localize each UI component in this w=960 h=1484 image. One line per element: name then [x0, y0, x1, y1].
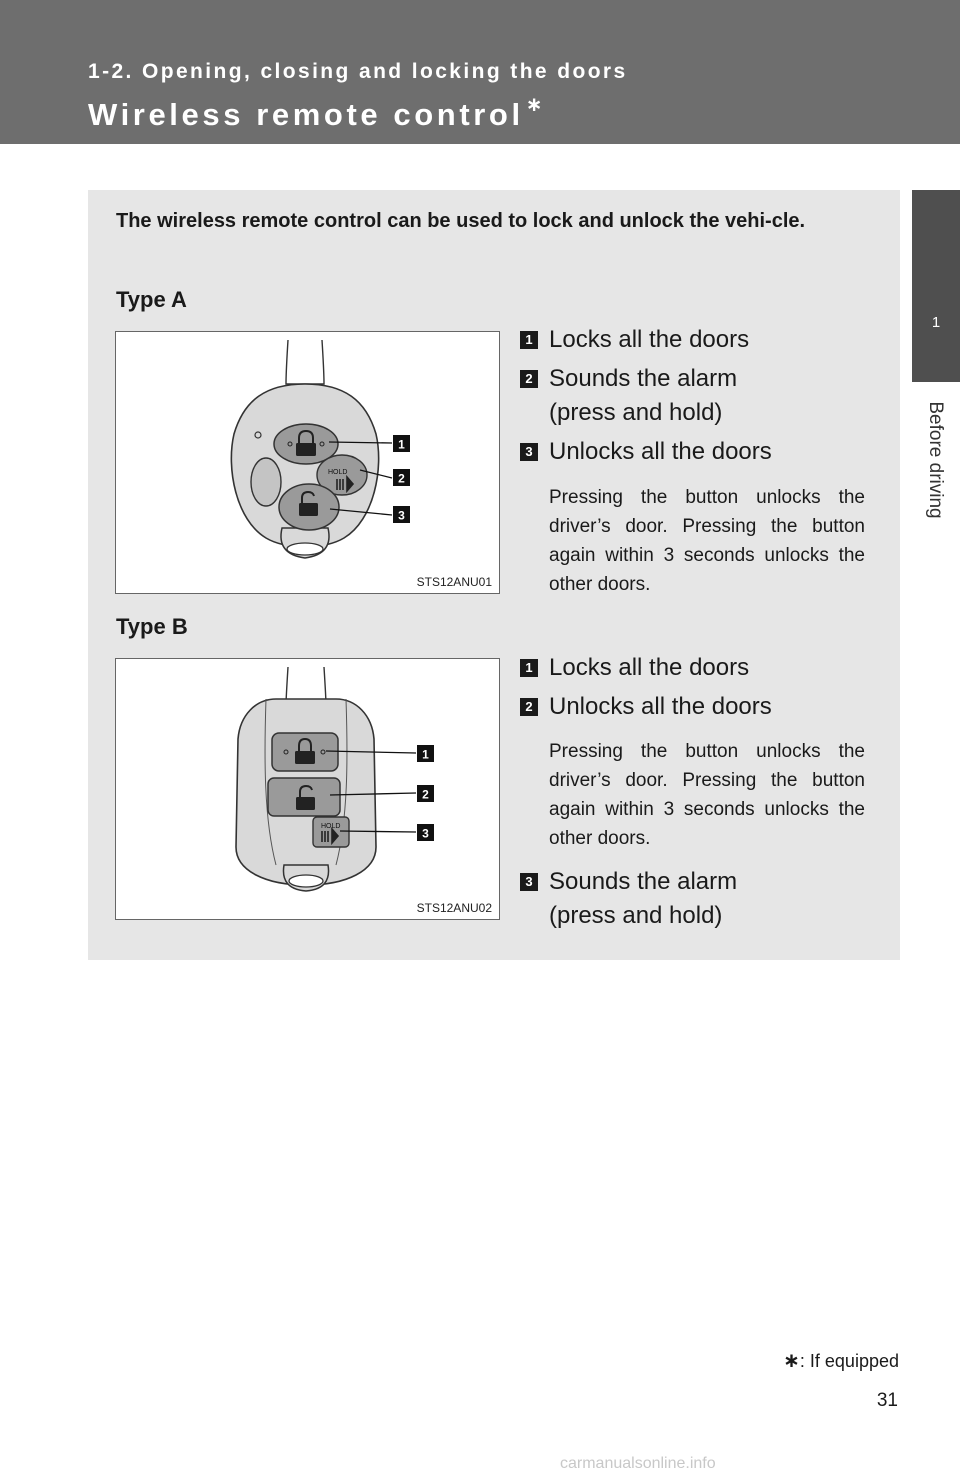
type-a-item-1: [520, 323, 868, 357]
type-a-item-2-label: Sounds the alarm: [549, 365, 738, 392]
type-b-key-illustration: [116, 659, 500, 920]
type-b-callout-1: 1: [422, 747, 429, 762]
section-title: 1-2. Opening, closing and locking the doors: [88, 60, 628, 83]
equipped-mark: ∗: [525, 94, 543, 116]
type-b-item-3-label-line2: (press and hold): [549, 902, 723, 929]
type-a-item-3: [520, 435, 868, 469]
type-b-heading: Type B: [116, 614, 188, 639]
type-b-item-1: [520, 651, 868, 685]
type-a-hold-text: HOLD: [328, 469, 348, 476]
type-b-item-3-label: Sounds the alarm: [549, 868, 738, 895]
type-a-item-2-label-line2: (press and hold): [549, 399, 723, 426]
type-b-item-1-number: 1: [520, 659, 538, 677]
type-a-figure-code: STS12ANU01: [416, 575, 492, 589]
type-a-item-2-number: 2: [520, 370, 538, 388]
type-b-item-2-number: 2: [520, 698, 538, 716]
type-a-item-3-number: 3: [520, 443, 538, 461]
page-title-text: Wireless remote control: [88, 97, 524, 132]
type-b-hold-text: HOLD: [321, 823, 341, 830]
type-a-callout-1: 1: [398, 437, 405, 452]
content-box: [88, 190, 900, 960]
intro-text: The wireless remote control can be used to lock and unlock the vehi-cle.: [116, 210, 806, 232]
type-a-item-1-number: 1: [520, 331, 538, 349]
type-b-callout-2: 2: [422, 787, 429, 802]
type-b-figure: [115, 658, 500, 920]
type-a-blank-button: [251, 458, 281, 506]
type-a-key-illustration: [116, 332, 500, 594]
type-b-item-3: [520, 865, 868, 933]
type-a-item-3-label: Unlocks all the doors: [549, 438, 772, 465]
type-a-item-2: [520, 362, 868, 430]
chapter-label-text: Before driving: [925, 401, 946, 519]
type-a-item-1-label: Locks all the doors: [549, 326, 750, 353]
page-number: 31: [876, 1390, 898, 1411]
type-b-figure-code: STS12ANU02: [416, 901, 492, 915]
type-b-item-2: [520, 690, 868, 724]
type-a-figure: [115, 331, 500, 594]
footnote: [783, 1348, 899, 1373]
type-a-item-3-note: Pressing the button unlocks the driver’s door. Pressing the button again within 3 seconds unlocks the other doors.: [549, 487, 865, 595]
type-a-heading: Type A: [116, 287, 187, 312]
footnote-text: : If equipped: [799, 1351, 899, 1371]
page-title: [88, 92, 542, 133]
type-b-item-1-label: Locks all the doors: [549, 654, 750, 681]
type-b-item-2-note: Pressing the button unlocks the driver’s door. Pressing the button again within 3 seconds unlocks the other doors.: [549, 741, 865, 849]
type-b-item-3-number: 3: [520, 873, 538, 891]
type-b-alarm-button: [313, 817, 349, 847]
footnote-mark: ∗: [783, 1350, 800, 1372]
chapter-number: 1: [931, 314, 941, 331]
type-a-callout-2: 2: [398, 471, 405, 486]
type-b-callout-3: 3: [422, 826, 429, 841]
type-a-callout-3: 3: [398, 508, 405, 523]
chapter-tab: [912, 190, 960, 382]
watermark: carmanualsonline.info: [560, 1455, 716, 1472]
type-b-item-2-label: Unlocks all the doors: [549, 693, 772, 720]
